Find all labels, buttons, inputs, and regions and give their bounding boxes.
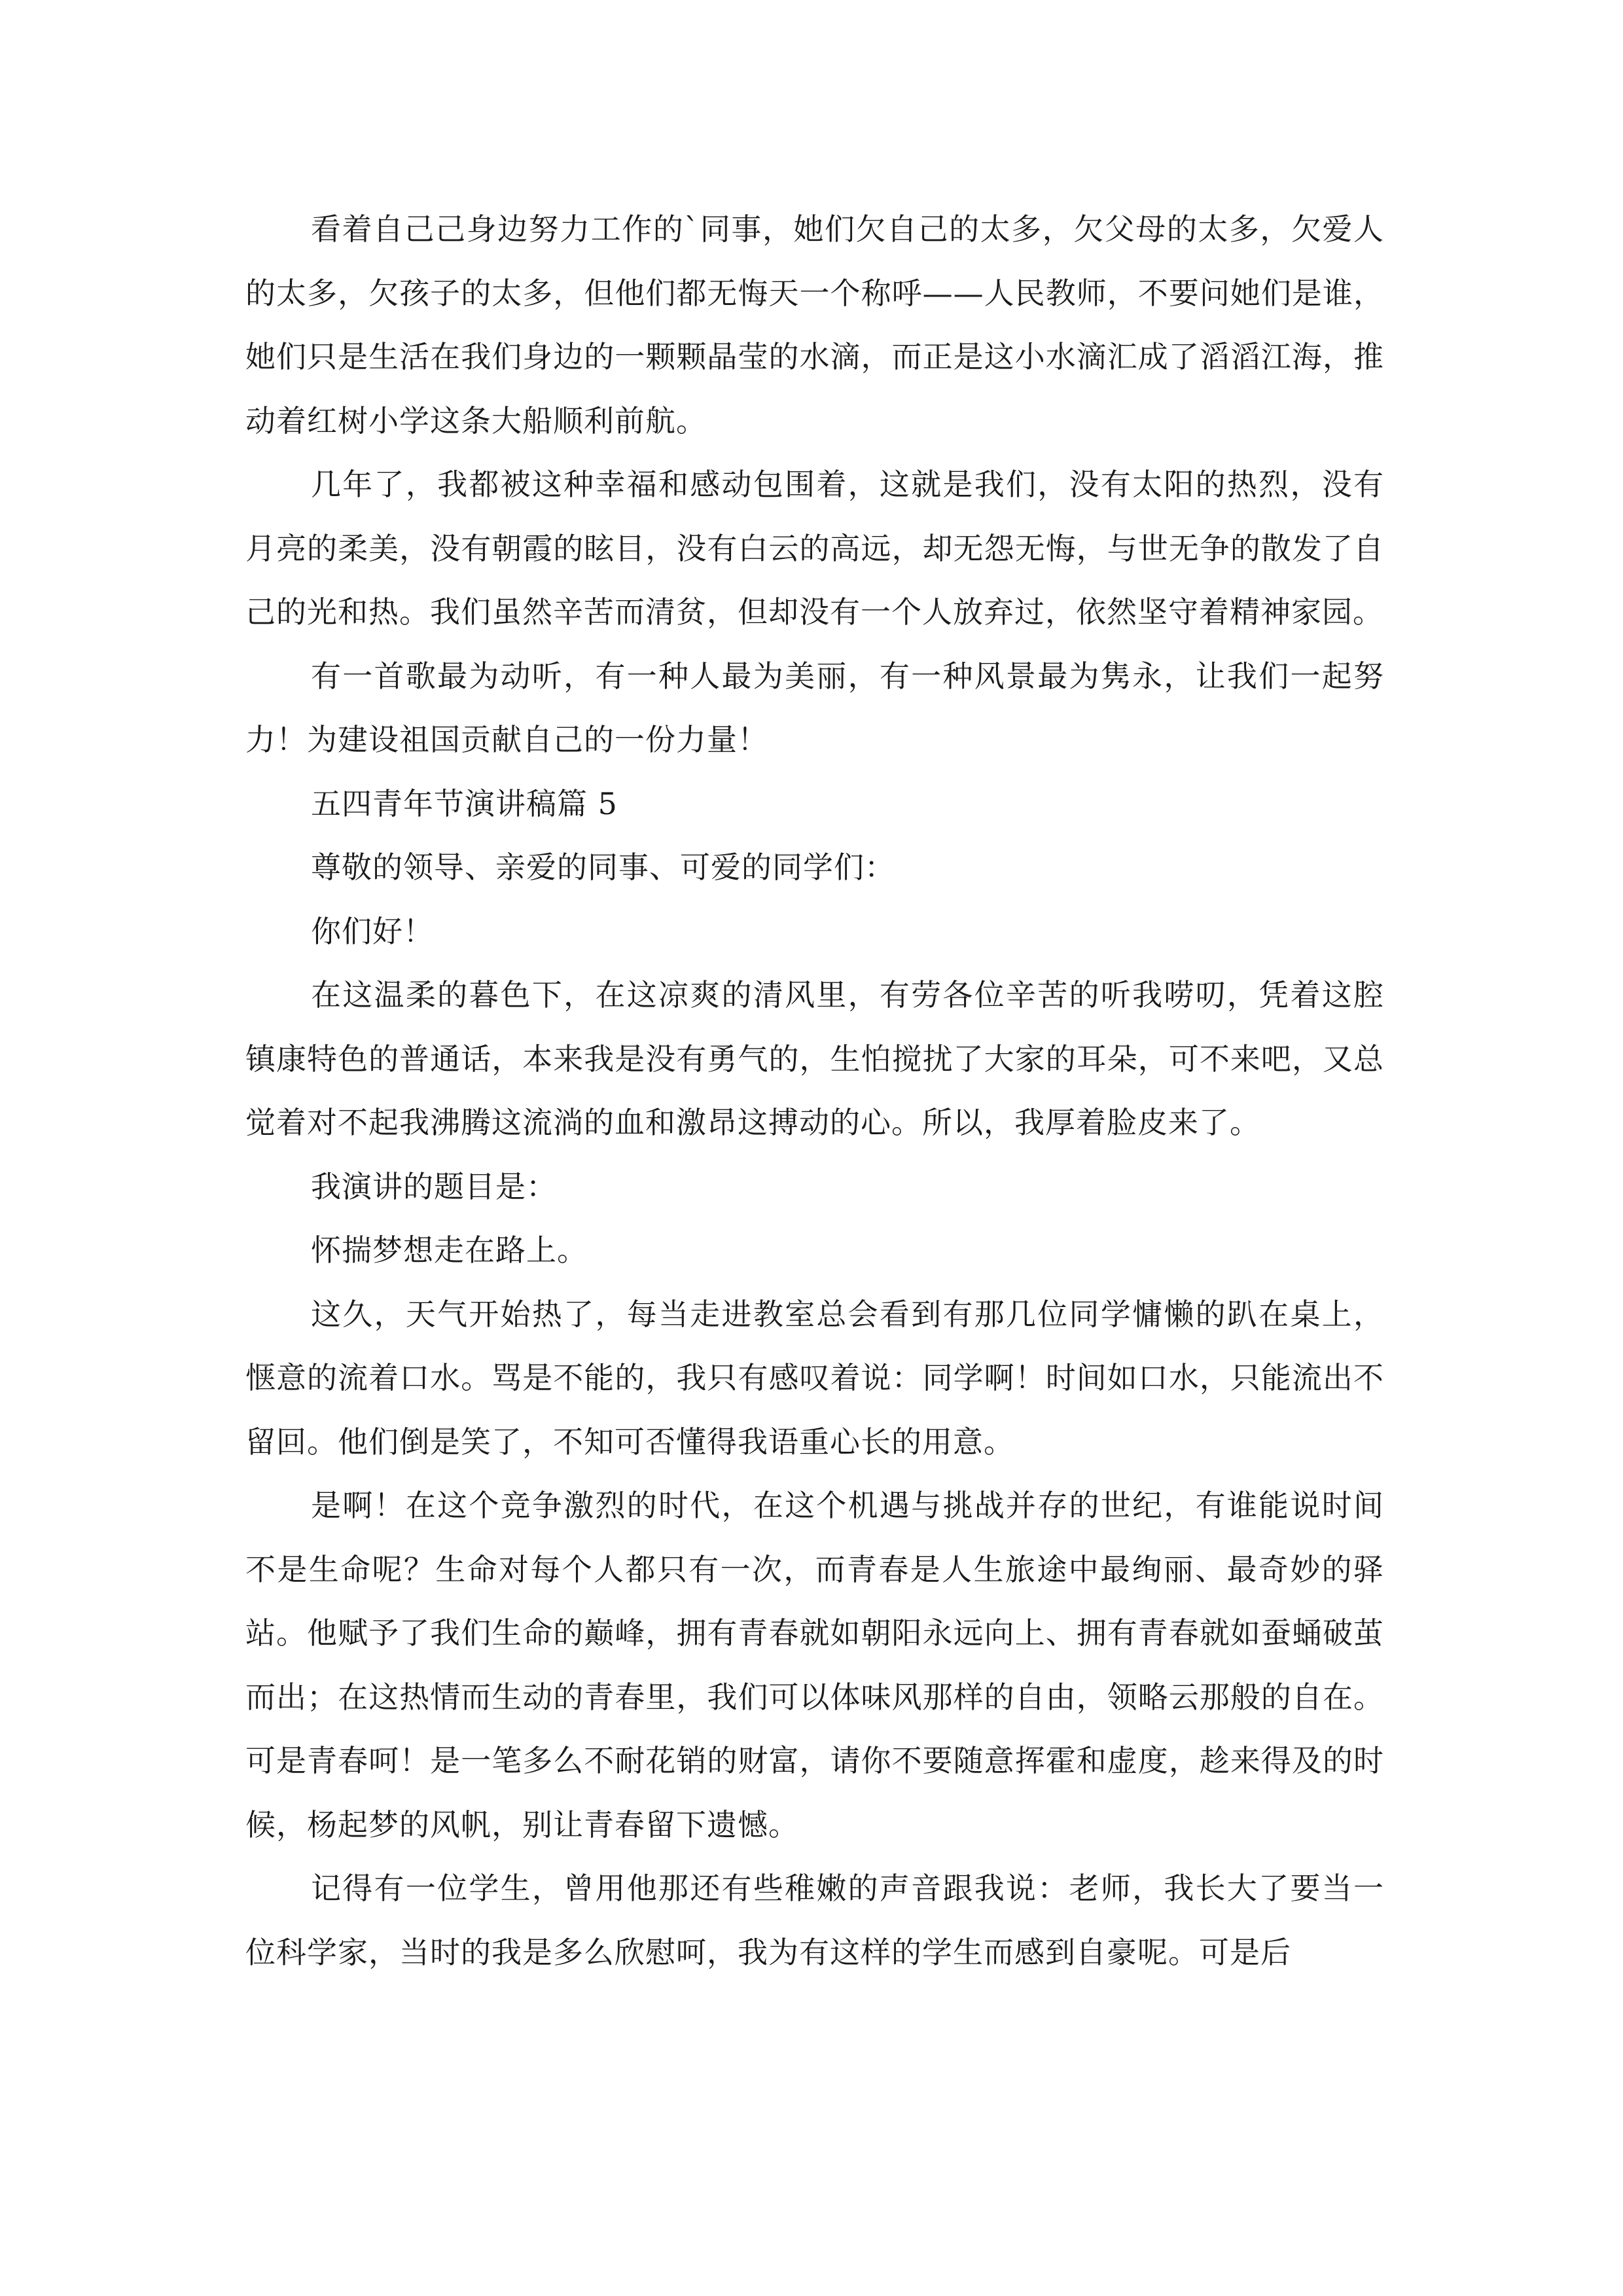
document-body	[245, 198, 1384, 1984]
speech-title: 怀揣梦想走在路上。	[311, 1232, 588, 1268]
paragraph-youth: 是啊！在这个竞争激烈的时代，在这个机遇与挑战并存的世纪，有谁能说时间不是生命呢？生命对每个人都只有一次，而青春是人生旅途中最绚丽、最奇妙的驿站。他赋予了我们生命的巅峰，拥有青春就如朝阳永远向上、拥有青春就如蚕蛹破茧而出；在这热情而生动的青春里，我们可以体味风那样的自由，领略云那般的自在。可是青春呵！是一笔多么不耐花销的财富，请你不要随意挥霍和虚度，趁来得及的时候，杨起梦的风帆，别让青春留下遗憾。	[245, 1488, 1384, 1842]
paragraph-colleagues: 看着自己己身边努力工作的`同事，她们欠自己的太多，欠父母的太多，欠爱人的太多，欠孩子的太多，但他们都无悔天一个称呼——人民教师，不要问她们是谁，她们只是生活在我们身边的一颗颗晶莹的水滴，而正是这小水滴汇成了滔滔江海，推动着红树小学这条大船顺利前航。	[245, 211, 1384, 439]
paragraph-happiness: 几年了，我都被这种幸福和感动包围着，这就是我们，没有太阳的热烈，没有月亮的柔美，没有朝霞的眩目，没有白云的高远，却无怨无悔，与世无争的散发了自己的光和热。我们虽然辛苦而清贫，但却没有一个人放弃过，依然坚守着精神家园。	[245, 467, 1384, 630]
paragraph-classroom: 这久，天气开始热了，每当走进教室总会看到有那几位同学慵懒的趴在桌上，惬意的流着口水。骂是不能的，我只有感叹着说：同学啊！时间如口水，只能流出不留回。他们倒是笑了，不知可否懂得我语重心长的用意。	[245, 1296, 1384, 1460]
greeting: 你们好！	[311, 913, 434, 949]
paragraph-student: 记得有一位学生，曾用他那还有些稚嫩的声音跟我说：老师，我长大了要当一位科学家，当时的我是多么欣慰呵，我为有这样的学生而感到自豪呢。可是后	[245, 1871, 1384, 1970]
section-heading: 五四青年节演讲稿篇 5	[311, 785, 618, 821]
paragraph-song: 有一首歌最为动听，有一种人最为美丽，有一种风景最为隽永，让我们一起努力！为建设祖国贡献自己的一份力量！	[245, 658, 1384, 757]
paragraph-opening: 在这温柔的暮色下，在这凉爽的清风里，有劳各位辛苦的听我唠叨，凭着这腔镇康特色的普通话，本来我是没有勇气的，生怕搅扰了大家的耳朵，可不来吧，又总觉着对不起我沸腾这流淌的血和激昂这搏动的心。所以，我厚着脸皮来了。	[245, 977, 1384, 1140]
salutation: 尊敬的领导、亲爱的同事、可爱的同学们：	[311, 850, 895, 885]
topic-intro: 我演讲的题目是：	[311, 1168, 557, 1204]
